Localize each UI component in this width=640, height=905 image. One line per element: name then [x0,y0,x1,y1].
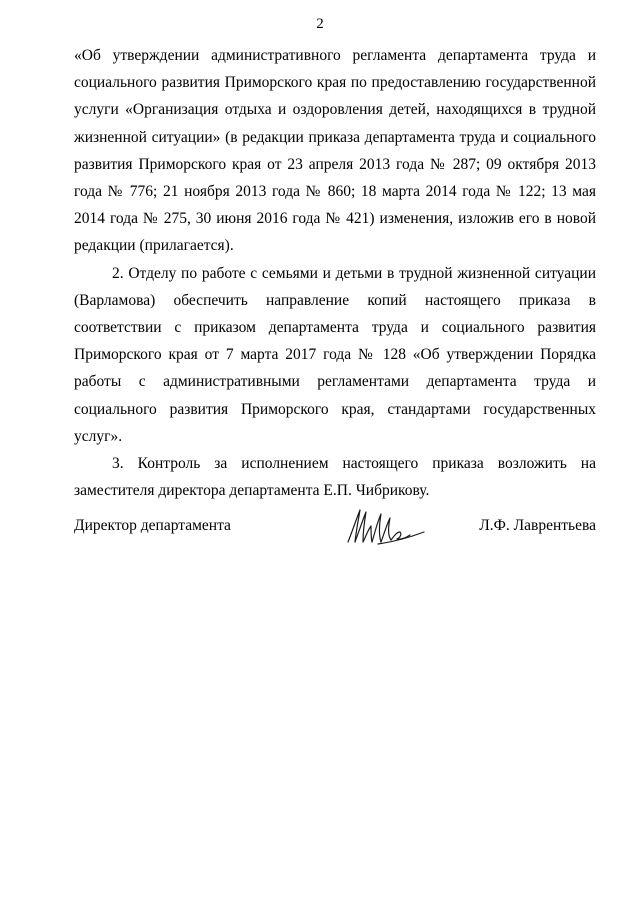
paragraph-continuation: «Об утверждении административного регламента департамента труда и социального развития Приморского края по предоставлению государственной услуги «Организация отдыха и оздоровления детей, находящихся в трудной жизненной ситуации» (в редакции приказа департамента труда и социального развития Приморского края от 23 апреля 2013 года № 287; 09 октября 2013 года № 776; 21 ноября 2013 года № 860; 18 марта 2014 года № 122; 13 мая 2014 года № 275, 30 июня 2016 года № 421) изменения, изложив его в новой редакции (прилагается). [74,47,596,255]
signature-block [74,514,596,554]
signer-title: Директор департамента [74,517,231,534]
handwritten-signature [344,502,428,550]
signer-name: Л.Ф. Лаврентьева [479,517,596,534]
paragraph-item-2: 2. Отделу по работе с семьями и детьми в трудной жизненной ситуации (Варламова) обеспечить направление копий настоящего приказа в соответствии с приказом департамента труда и социального развития Приморского края от 7 марта 2017 года № 128 «Об утверждении Порядка работы с административными регламентами департамента труда и социального развития Приморского края, стандартами государственных услуг». [74,264,596,445]
page-number: 2 [316,16,324,32]
document-body [74,42,596,504]
paragraph-item-3: 3. Контроль за исполнением настоящего приказа возложить на заместителя директора департамента Е.П. Чибрикову. [74,455,596,500]
